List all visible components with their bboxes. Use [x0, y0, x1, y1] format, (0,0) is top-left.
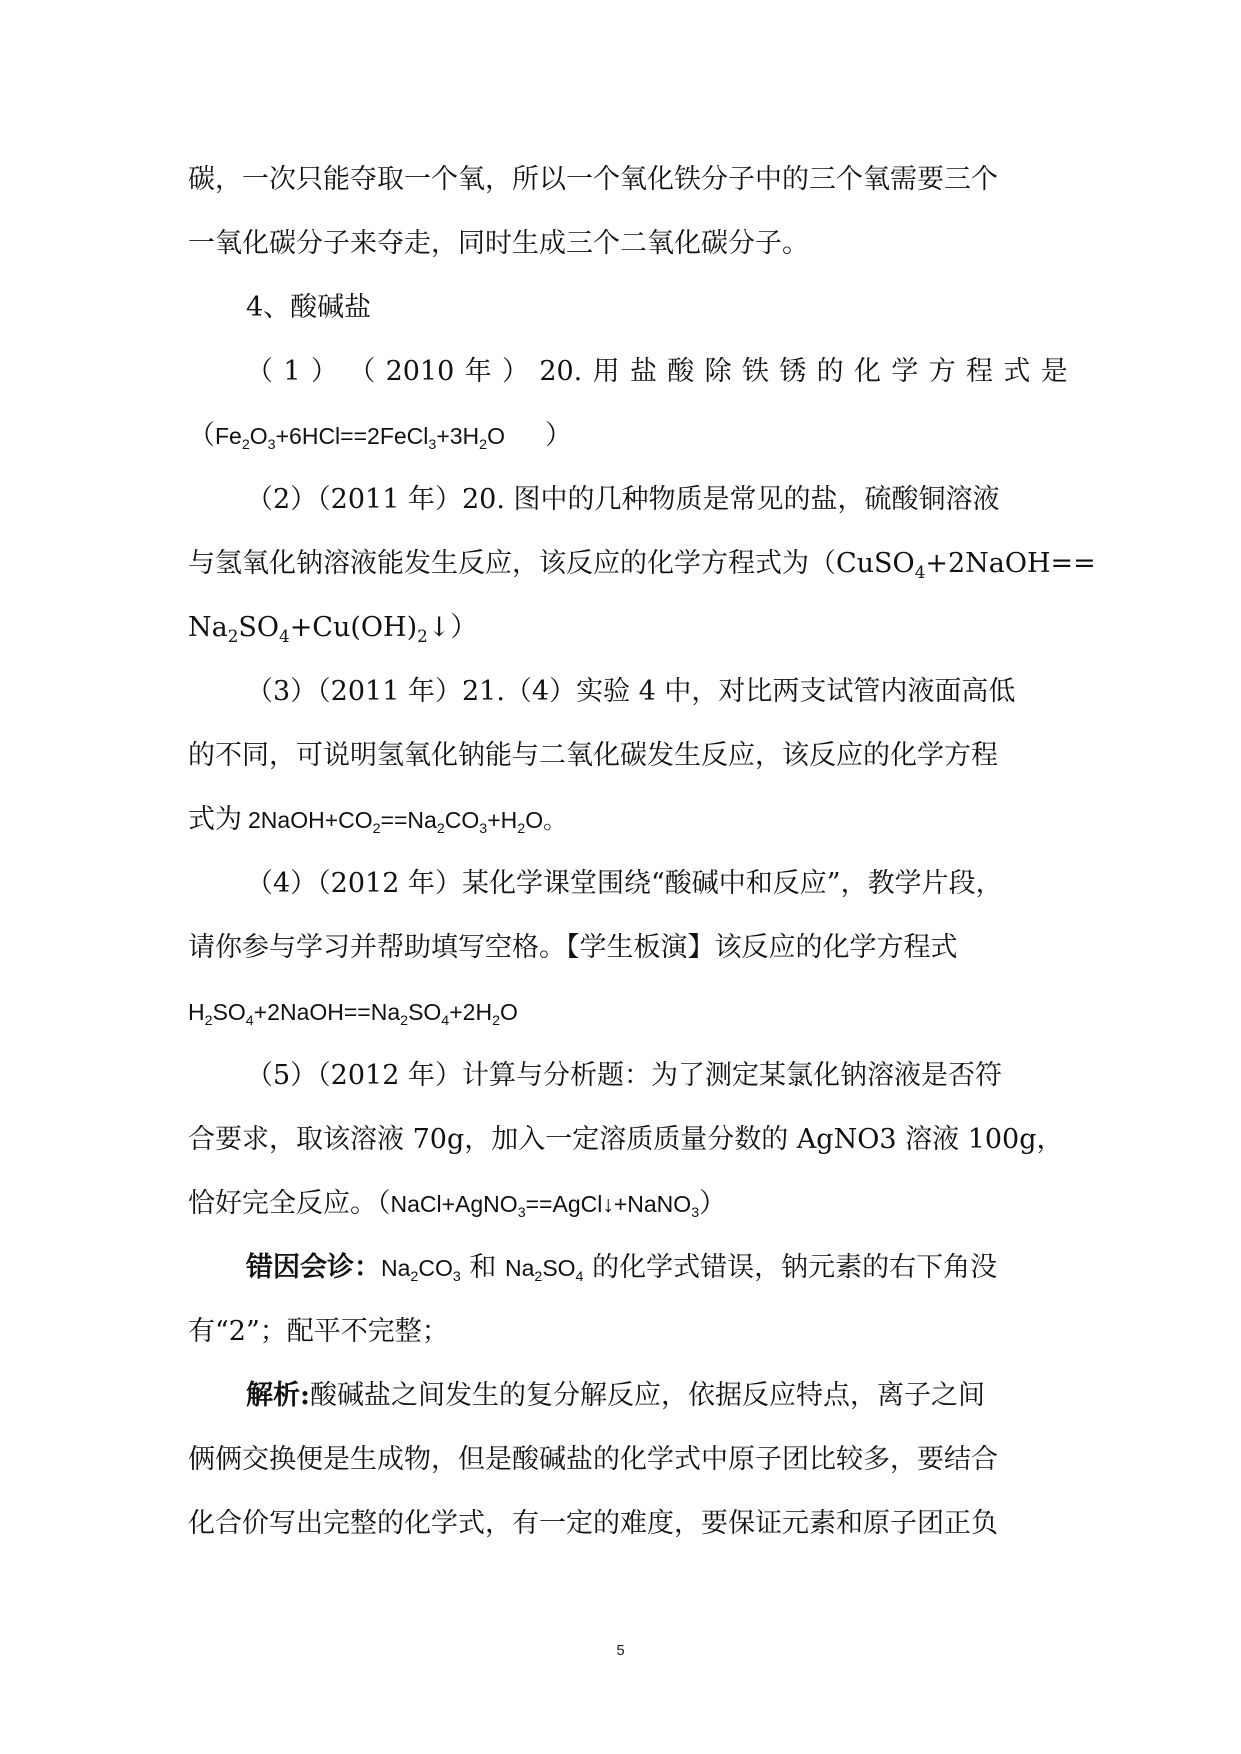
subscript: 2 [417, 625, 428, 646]
subscript: 2 [436, 820, 445, 837]
word: 学 [891, 356, 919, 387]
formula-na2co3 [381, 1255, 461, 1285]
subscript: 4 [279, 625, 290, 646]
word: （ [246, 356, 273, 387]
formula-part: SO [542, 1255, 576, 1281]
text-line-7 [188, 546, 1096, 582]
formula-part: CO [444, 807, 480, 833]
answer-1-line [188, 418, 1068, 454]
error-diagnosis-label: 错因会诊： [246, 1252, 381, 1283]
analysis-text: 酸碱盐之间发生的复分解反应，依据反应特点，离子之间 [309, 1380, 985, 1411]
text-line-21: 俩俩交换便是生成物，但是酸碱盐的化学式中原子团比较多，要结合 [188, 1444, 998, 1475]
formula-part: H [188, 999, 205, 1025]
formula-nacl-agno3 [390, 1191, 700, 1221]
formula-h2so4-naoh [188, 994, 1068, 1030]
formula-part: CuSO [836, 548, 915, 579]
text-line-9: （3）（2011 年）21.（4）实验 4 中，对比两支试管内液面高低 [246, 676, 1016, 707]
close-paren: ） [545, 420, 572, 451]
formula-part: 2NaOH+CO [248, 807, 373, 833]
formula-part: Na [381, 1255, 411, 1281]
formula-part: +H [487, 807, 518, 833]
subscript: 4 [914, 561, 926, 582]
text-line-19: 有“2”；配平不完整； [188, 1316, 449, 1347]
formula-part: +2NaOH== [925, 548, 1096, 579]
text-line-11-text: 式为 [188, 804, 242, 835]
formula-part: SO [408, 999, 442, 1025]
question-1-line [246, 354, 1068, 390]
text-line-16: 合要求，取该溶液 70g，加入一定溶质质量分数的 AgNO3 溶液 100g， [188, 1124, 1064, 1155]
text-line-7-text: 与氢氧化钠溶液能发生反应，该反应的化学方程式为（ [188, 548, 836, 579]
formula-part: Fe [215, 423, 242, 449]
subscript: 2 [372, 820, 381, 837]
formula-na2so4-cuoh2 [188, 612, 451, 646]
word: 是 [1040, 356, 1068, 387]
formula-part: SO [238, 612, 280, 643]
formula-part: ==AgCl↓+NaNO [525, 1191, 692, 1217]
word: 20. [539, 356, 583, 387]
formula-part: +2H [449, 999, 493, 1025]
subscript: 2 [241, 436, 250, 453]
subscript: 2 [534, 1268, 543, 1285]
word: ） [501, 356, 529, 387]
subscript: 3 [517, 1204, 526, 1221]
word: 方 [928, 356, 956, 387]
formula-part: O [487, 423, 505, 449]
subscript: 2 [227, 625, 239, 646]
analysis-line [246, 1378, 1126, 1414]
text-line-22: 化合价写出完整的化学式，有一定的难度，要保证元素和原子团正负 [188, 1508, 998, 1539]
formula-part: +2NaOH==Na [253, 999, 401, 1025]
formula-na2so4 [504, 1255, 584, 1285]
subscript: 2 [204, 1012, 213, 1029]
text-line-8 [188, 610, 1068, 646]
open-paren: （ [188, 420, 215, 451]
formula-part: +Cu(OH) [289, 612, 418, 643]
text-line-2: 一氧化碳分子来夺走，同时生成三个二氧化碳分子。 [188, 228, 809, 259]
formula-part: ==Na [380, 807, 437, 833]
word: 盐 [629, 356, 657, 387]
formula-part: NaCl+AgNO [390, 1191, 518, 1217]
formula-part: SO [212, 999, 246, 1025]
word: 铁 [741, 356, 769, 387]
word: 2010 [385, 356, 455, 387]
word: 锈 [779, 356, 807, 387]
word: ） [310, 356, 338, 387]
formula-part: +3H [436, 423, 480, 449]
close-paren: ） [450, 612, 478, 643]
text-line-15: （5）（2012 年）计算与分析题：为了测定某氯化钠溶液是否符 [246, 1060, 1002, 1091]
subscript: 3 [479, 820, 488, 837]
subscript: 2 [400, 1012, 409, 1029]
formula-fe2o3-hcl [215, 423, 505, 453]
text-line-17-text: 恰好完全反应。（ [188, 1188, 391, 1219]
word: 酸 [667, 356, 695, 387]
section-heading: 4、酸碱盐 [246, 292, 372, 323]
formula-part: Na [504, 1255, 535, 1281]
error-diagnosis-text: 的化学式错误，钠元素的右下角没 [592, 1252, 998, 1283]
error-diagnosis-line [246, 1250, 1126, 1286]
subscript: 4 [245, 1012, 254, 1029]
analysis-label: 解析: [246, 1380, 310, 1411]
formula-part: Na [188, 612, 228, 643]
word: 的 [816, 356, 844, 387]
subscript: 4 [575, 1268, 584, 1285]
word: 1 [283, 356, 301, 387]
text-line-13: 请你参与学习并帮助填写空格。【学生板演】该反应的化学方程式 [188, 932, 958, 963]
formula-cuso4-naoh [836, 548, 1096, 582]
formula-part: O。 [525, 807, 567, 833]
formula-part: O [500, 999, 518, 1025]
formula-part: O [249, 423, 268, 449]
subscript: 4 [441, 1012, 450, 1029]
close-paren: ） [699, 1188, 727, 1219]
text-line-17 [188, 1186, 1068, 1222]
subscript: 3 [691, 1204, 700, 1221]
formula-part: CO [418, 1255, 453, 1281]
text-line-12: （4）（2012 年）某化学课堂围绕“酸碱中和反应”，教学片段， [246, 868, 1003, 899]
page-number: 5 [616, 1642, 625, 1659]
text-line-11 [188, 802, 1068, 838]
subscript: 3 [267, 436, 276, 453]
subscript: 3 [428, 436, 437, 453]
text-line-6: （2）（2011 年）20. 图中的几种物质是常见的盐，硫酸铜溶液 [246, 484, 1000, 515]
text-line-1: 碳，一次只能夺取一个氧，所以一个氧化铁分子中的三个氧需要三个 [188, 164, 998, 195]
word: 年 [464, 356, 492, 387]
subscript: 2 [479, 436, 488, 453]
formula-naoh-co2 [248, 807, 567, 837]
subscript: 2 [410, 1268, 419, 1285]
word: 程 [966, 356, 994, 387]
formula-part: ↓ [427, 612, 451, 643]
and-word: 和 [469, 1252, 497, 1283]
word: 除 [704, 356, 732, 387]
subscript: 3 [452, 1268, 461, 1285]
subscript: 2 [492, 1012, 501, 1029]
word: 用 [592, 356, 620, 387]
word: 式 [1003, 356, 1031, 387]
formula-part: +6HCl==2FeCl [275, 423, 429, 449]
subscript: 2 [517, 820, 526, 837]
word: 化 [854, 356, 882, 387]
word: （ [348, 356, 376, 387]
text-line-10: 的不同，可说明氢氧化钠能与二氧化碳发生反应，该反应的化学方程 [188, 740, 998, 771]
